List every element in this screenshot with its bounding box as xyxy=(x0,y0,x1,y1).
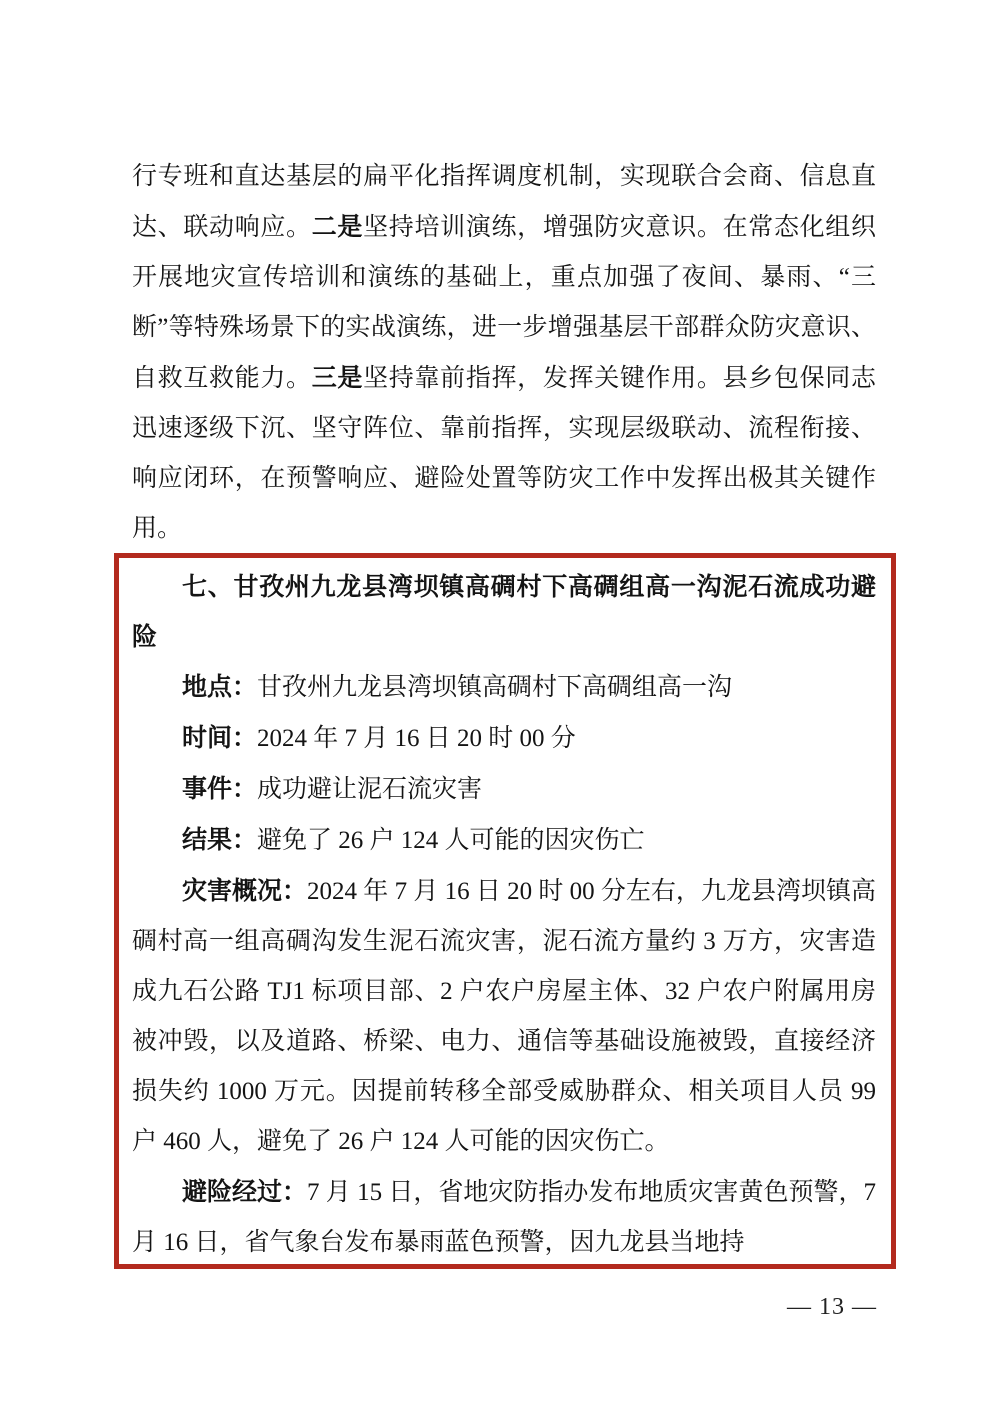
info-line-time xyxy=(132,713,876,764)
location-value: 甘孜州九龙县湾坝镇高碉村下高碉组高一沟 xyxy=(257,674,733,701)
page-number: — 13 — xyxy=(787,1294,877,1320)
result-label: 结果： xyxy=(182,826,258,854)
event-label: 事件： xyxy=(182,775,258,803)
process-paragraph xyxy=(132,1167,876,1268)
intro-text-1: 行专班和直达基层的扁平化指挥调度机制，实现联合会商、信息直达、联动响应。 xyxy=(132,163,876,241)
info-line-result xyxy=(132,815,876,866)
process-label: 避险经过： xyxy=(182,1178,308,1206)
intro-paragraph xyxy=(132,152,876,554)
overview-text: 2024 年 7 月 16 日 20 时 00 分左右，九龙县湾坝镇高碉村高一组高碉沟发生泥石流灾害，泥石流方量约 3 万方，灾害造成九石公路 TJ1 标项目部、2 户农户房屋主体、32 户农户附属用房被冲毁，以及道路、桥梁、电力、通信等基础设施被毁，直接经济损失约 1000 万元。因提前转移全部受威胁群众、相关项目人员 99 户 460 人，避免了 26 户 124 人可能的因灾伤亡。 xyxy=(132,878,876,1155)
intro-bold-phrase-three: 三是 xyxy=(311,364,364,392)
intro-bold-phrase-two: 二是 xyxy=(311,213,364,241)
result-value: 避免了 26 户 124 人可能的因灾伤亡 xyxy=(257,827,645,854)
location-label: 地点： xyxy=(182,673,258,701)
overview-paragraph xyxy=(132,866,876,1167)
intro-text-3: 坚持靠前指挥，发挥关键作用。县乡包保同志迅速逐级下沉、坚守阵位、靠前指挥，实现层级联动、流程衔接、响应闭环，在预警响应、避险处置等防灾工作中发挥出极其关键作用。 xyxy=(132,365,876,542)
time-label: 时间： xyxy=(182,724,258,752)
info-line-location xyxy=(132,662,876,713)
intro-text-2: 坚持培训演练，增强防灾意识。在常态化组织开展地灾宣传培训和演练的基础上，重点加强了夜间、暴雨、“三断”等特殊场景下的实战演练，进一步增强基层干部群众防灾意识、自救互救能力。 xyxy=(132,214,876,392)
process-text: 7 月 15 日，省地灾防指办发布地质灾害黄色预警，7 月 16 日，省气象台发布暴雨蓝色预警，因九龙县当地持 xyxy=(132,1179,876,1256)
time-value: 2024 年 7 月 16 日 20 时 00 分 xyxy=(257,725,576,752)
event-value: 成功避让泥石流灾害 xyxy=(257,776,483,803)
section-heading: 七、甘孜州九龙县湾坝镇高碉村下高碉组高一沟泥石流成功避险 xyxy=(132,573,876,651)
info-line-event xyxy=(132,764,876,815)
overview-label: 灾害概况： xyxy=(182,877,308,905)
highlight-box xyxy=(114,553,896,1269)
